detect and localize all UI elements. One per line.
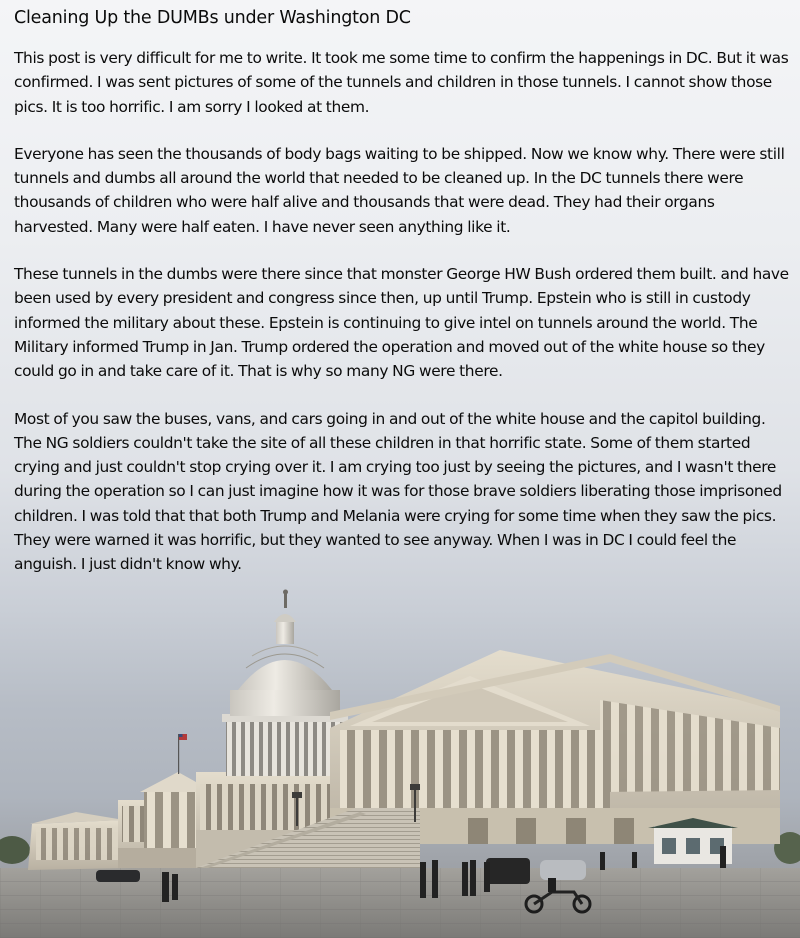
post-paragraph-3: These tunnels in the dumbs were there since that monster George HW Bush ordered them built. and have been used by every president and congress since then, up until Trump. Epstein who is still in custody informed the military about these. Epstein is continuing to give intel on tunnels around the world. The Military informed Trump in Jan. Trump ordered the operation and moved out of the white house so they could go in and take care of it. That is why so many NG were there.: [14, 265, 789, 381]
flag: [178, 734, 187, 774]
post-text: [14, 8, 794, 600]
post-paragraph-4: Most of you saw the buses, vans, and cars going in and out of the white house and the capitol building. The NG soldiers couldn't take the site of all these children in that horrific state. Some of them started crying and just couldn't stop crying over it. I am crying too just by seeing the pictures, and I wasn't there during the operation so I can just imagine how it was for those brave soldiers liberating those imprisoned children. I was told that that both Trump and Melania were crying for some time when they saw the pics. They were warned it was horrific, but they wanted to see anyway. When I was in DC I could feel the anguish. I just didn't know why.: [14, 409, 782, 574]
post-paragraph-1: This post is very difficult for me to write. It took me some time to confirm the happenings in DC. But it was confirmed. I was sent pictures of some of the tunnels and children in those tunnels. I cannot show those pics. It is too horrific. I am sorry I looked at them.: [14, 49, 789, 116]
left-wing: [28, 812, 128, 870]
post-title: Cleaning Up the DUMBs under Washington DC: [14, 8, 411, 28]
post-paragraph-2: Everyone has seen the thousands of body bags waiting to be shipped. Now we know why. There were still tunnels and dumbs all around the world that needed to be cleaned up. In the DC tunnels there were thousands of children who were half alive and thousands that were dead. They had their organs harvested. Many were half eaten. I have never seen anything like it.: [14, 144, 785, 236]
dome: [222, 590, 348, 777]
